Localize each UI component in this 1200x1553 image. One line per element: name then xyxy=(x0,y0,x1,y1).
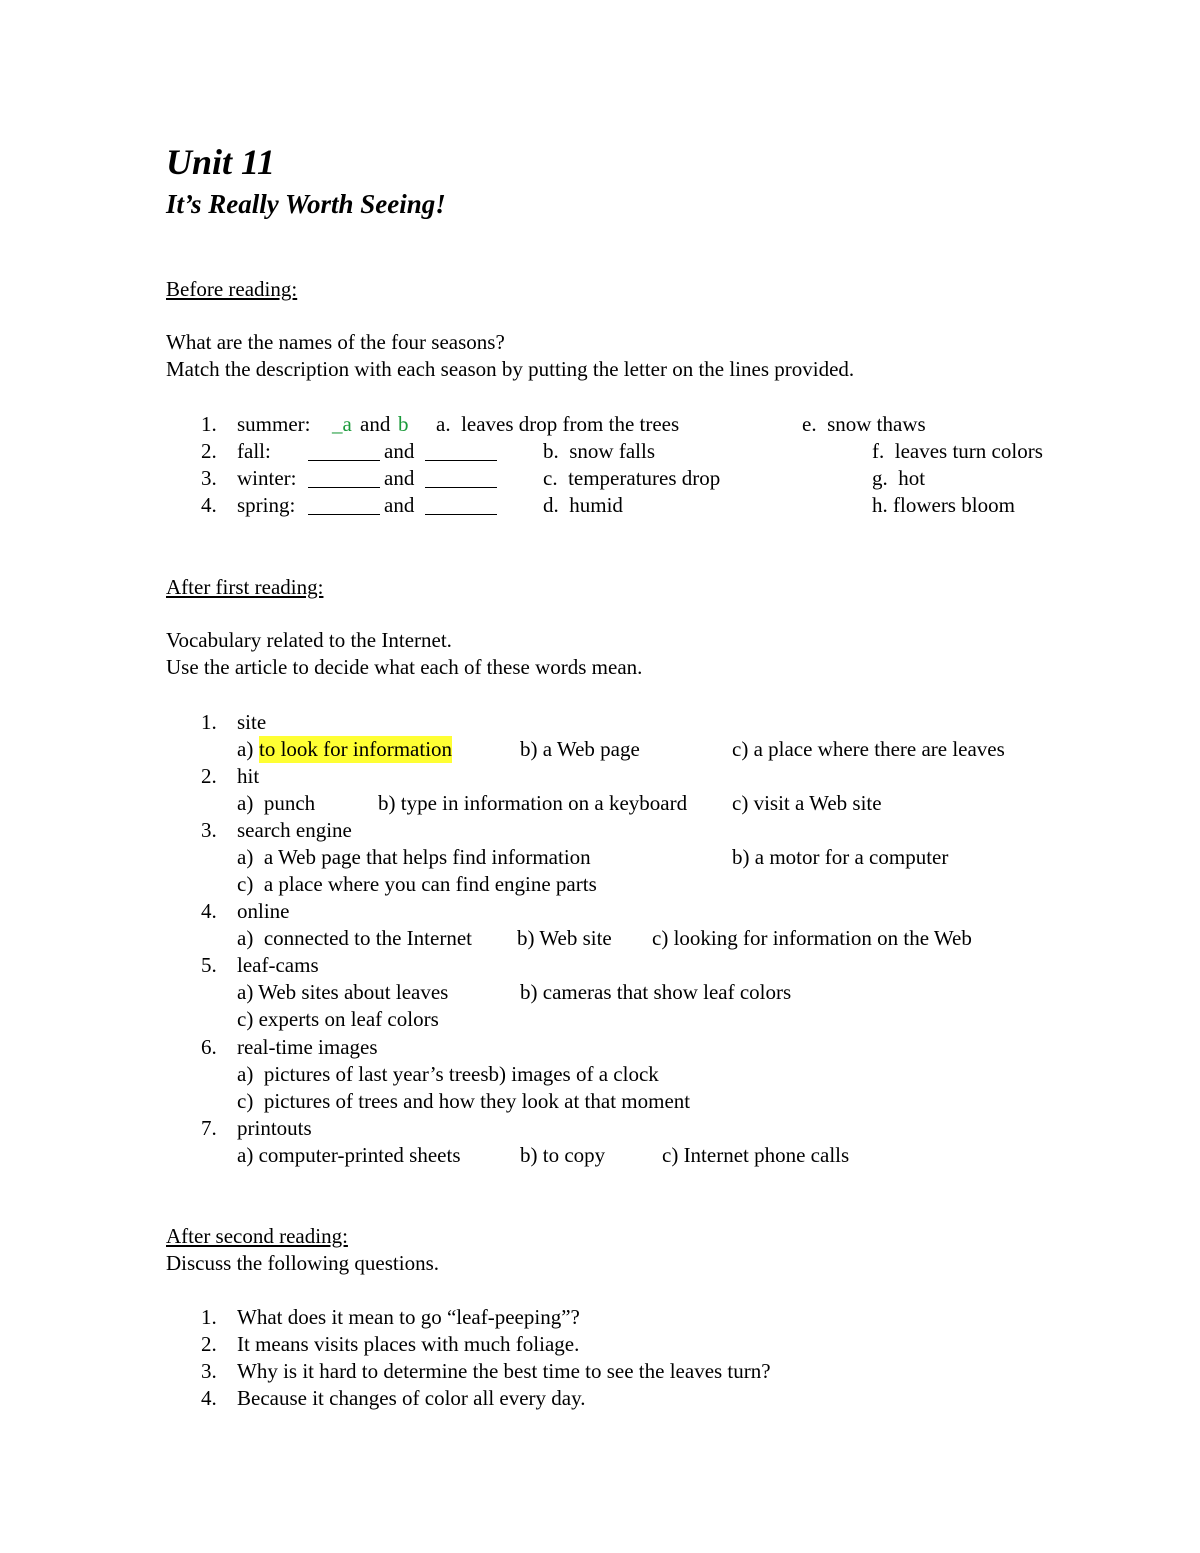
question-text: It means visits places with much foliage. xyxy=(237,1332,580,1356)
season-and: and xyxy=(360,412,391,436)
vocab-num: 7. xyxy=(201,1116,217,1140)
season-option: c. temperatures drop xyxy=(543,466,721,490)
season-and: and xyxy=(384,439,415,463)
vocab-option: c) a place where you can find engine parts xyxy=(237,872,597,896)
question-text: What does it mean to go “leaf-peeping”? xyxy=(237,1305,580,1329)
vocab-num: 4. xyxy=(201,899,217,923)
vocab-option: a) computer-printed sheets xyxy=(237,1143,461,1167)
season-answer: b xyxy=(398,412,409,436)
question-text: Why is it hard to determine the best time to see the leaves turn? xyxy=(237,1359,771,1383)
vocab-num: 2. xyxy=(201,764,217,788)
season-label: fall: xyxy=(237,439,271,463)
season-option: e. snow thaws xyxy=(802,412,926,436)
vocab-option: a) a Web page that helps find information xyxy=(237,845,591,869)
season-option: b. snow falls xyxy=(543,439,655,463)
season-and: and xyxy=(384,493,415,517)
question-num: 4. xyxy=(201,1386,217,1410)
before-reading-heading: Before reading: xyxy=(166,277,298,301)
vocab-option: c) looking for information on the Web xyxy=(652,926,972,950)
page-title: Unit 11 xyxy=(166,142,276,182)
vocab-option: b) cameras that show leaf colors xyxy=(520,980,792,1004)
after-second-reading-heading: After second reading: xyxy=(166,1224,348,1248)
answer-blank[interactable] xyxy=(425,468,497,488)
vocab-option: b) to copy xyxy=(520,1143,606,1167)
before-question-1: What are the names of the four seasons? xyxy=(166,330,505,354)
season-option: h. flowers bloom xyxy=(872,493,1015,517)
answer-blank[interactable] xyxy=(308,495,380,515)
answer-blank[interactable] xyxy=(308,441,380,461)
vocab-option: c) experts on leaf colors xyxy=(237,1007,439,1031)
answer-blank[interactable] xyxy=(425,495,497,515)
page-subtitle: It’s Really Worth Seeing! xyxy=(166,189,446,219)
vocab-word: site xyxy=(237,710,267,734)
vocab-option: c) Internet phone calls xyxy=(662,1143,850,1167)
after-first-reading-heading: After first reading: xyxy=(166,575,324,599)
vocab-option: b) a motor for a computer xyxy=(732,845,949,869)
season-option: a. leaves drop from the trees xyxy=(436,412,680,436)
question-num: 2. xyxy=(201,1332,217,1356)
vocab-option: a) Web sites about leaves xyxy=(237,980,449,1004)
season-label: winter: xyxy=(237,466,297,490)
vocab-num: 5. xyxy=(201,953,217,977)
question-num: 1. xyxy=(201,1305,217,1329)
after1-line-1: Vocabulary related to the Internet. xyxy=(166,628,452,652)
vocab-option: b) type in information on a keyboard xyxy=(378,791,688,815)
season-num: 2. xyxy=(201,439,217,463)
vocab-option: b) a Web page xyxy=(520,737,640,761)
vocab-num: 3. xyxy=(201,818,217,842)
vocab-option: a) connected to the Internet xyxy=(237,926,472,950)
vocab-word: printouts xyxy=(237,1116,312,1140)
season-num: 4. xyxy=(201,493,217,517)
vocab-word: leaf-cams xyxy=(237,953,319,977)
vocab-word: real-time images xyxy=(237,1035,378,1059)
season-label: summer: xyxy=(237,412,311,436)
vocab-option: a) pictures of last year’s treesb) images of a clock xyxy=(237,1062,659,1086)
question-num: 3. xyxy=(201,1359,217,1383)
season-option: f. leaves turn colors xyxy=(872,439,1043,463)
season-label: spring: xyxy=(237,493,296,517)
answer-blank[interactable] xyxy=(308,468,380,488)
vocab-num: 1. xyxy=(201,710,217,734)
vocab-word: online xyxy=(237,899,290,923)
vocab-option-highlighted: to look for information xyxy=(259,737,453,761)
answer-blank[interactable] xyxy=(425,441,497,461)
vocab-option: c) visit a Web site xyxy=(732,791,882,815)
vocab-option: c) pictures of trees and how they look at that moment xyxy=(237,1089,691,1113)
season-num: 1. xyxy=(201,412,217,436)
after2-line-1: Discuss the following questions. xyxy=(166,1251,439,1275)
season-option: g. hot xyxy=(872,466,926,490)
season-num: 3. xyxy=(201,466,217,490)
vocab-option: a) punch xyxy=(237,791,316,815)
season-and: and xyxy=(384,466,415,490)
vocab-option: a) xyxy=(237,737,259,761)
season-answer: _a xyxy=(332,412,352,436)
vocab-word: hit xyxy=(237,764,260,788)
vocab-option: b) Web site xyxy=(517,926,612,950)
vocab-word: search engine xyxy=(237,818,352,842)
before-question-2: Match the description with each season by putting the letter on the lines provided. xyxy=(166,357,855,381)
vocab-option: c) a place where there are leaves xyxy=(732,737,1005,761)
vocab-num: 6. xyxy=(201,1035,217,1059)
season-option: d. humid xyxy=(543,493,623,517)
after1-line-2: Use the article to decide what each of these words mean. xyxy=(166,655,643,679)
question-text: Because it changes of color all every day. xyxy=(237,1386,586,1410)
